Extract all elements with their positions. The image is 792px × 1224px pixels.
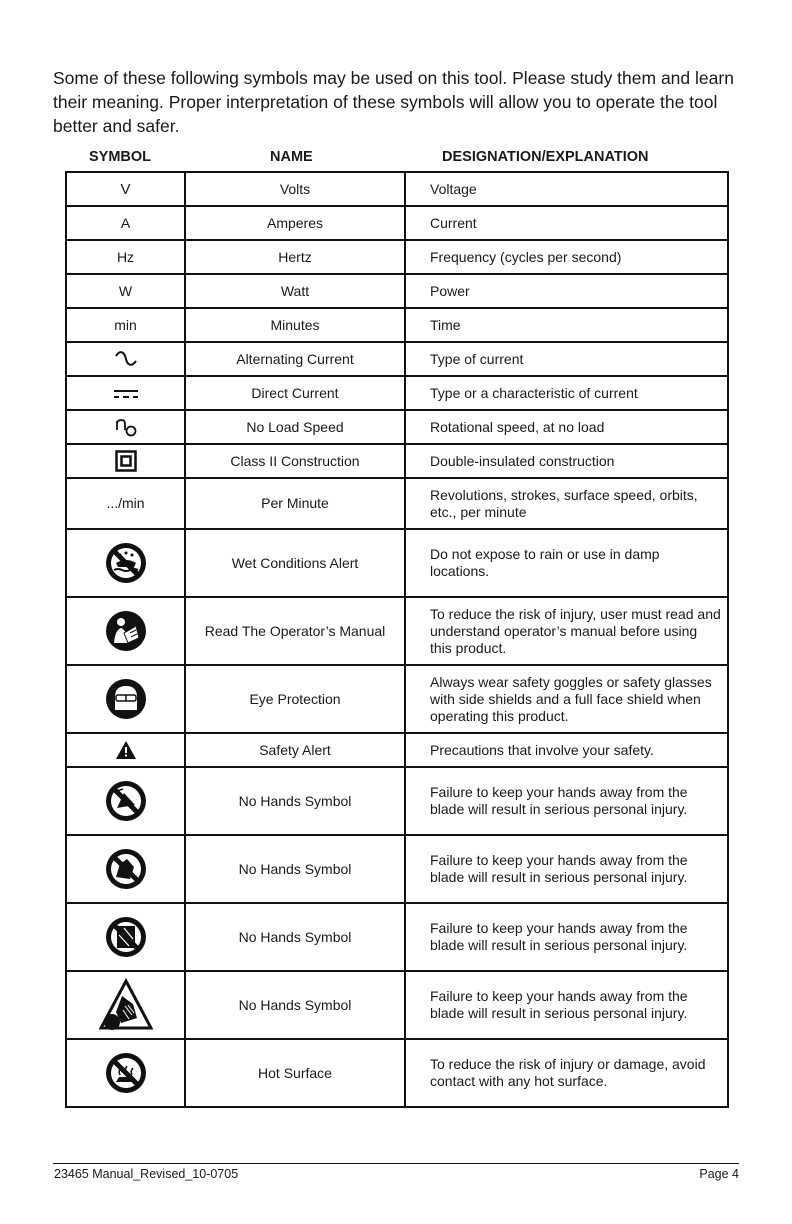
symbol-cell <box>66 835 185 903</box>
designation-cell: Type of current <box>405 342 728 376</box>
name-cell: Direct Current <box>185 376 405 410</box>
table-row <box>66 240 728 274</box>
designation-cell: Frequency (cycles per second) <box>405 240 728 274</box>
name-cell: Hot Surface <box>185 1039 405 1107</box>
name-cell: No Load Speed <box>185 410 405 444</box>
symbol-cell <box>66 410 185 444</box>
table-row <box>66 903 728 971</box>
designation-cell: Failure to keep your hands away from the blade will result in serious personal injury. <box>405 835 728 903</box>
name-cell: No Hands Symbol <box>185 767 405 835</box>
name-cell: No Hands Symbol <box>185 903 405 971</box>
name-cell: Minutes <box>185 308 405 342</box>
header-designation: DESIGNATION/EXPLANATION <box>442 149 649 165</box>
symbol-cell <box>66 597 185 665</box>
designation-cell: Failure to keep your hands away from the blade will result in serious personal injury. <box>405 903 728 971</box>
designation-cell: Failure to keep your hands away from the blade will result in serious personal injury. <box>405 767 728 835</box>
symbol-cell <box>66 444 185 478</box>
name-cell: Hertz <box>185 240 405 274</box>
no-load-speed-icon <box>114 415 138 439</box>
table-row <box>66 835 728 903</box>
name-cell: Eye Protection <box>185 665 405 733</box>
table-row <box>66 733 728 767</box>
designation-cell: To reduce the risk of injury or damage, avoid contact with any hot surface. <box>405 1039 728 1107</box>
designation-cell: Power <box>405 274 728 308</box>
table-row <box>66 444 728 478</box>
read-manual-icon <box>104 609 148 653</box>
safety-alert-icon <box>115 740 137 760</box>
table-row <box>66 342 728 376</box>
name-cell: Volts <box>185 172 405 206</box>
name-cell: Per Minute <box>185 478 405 529</box>
table-row <box>66 410 728 444</box>
direct-current-icon <box>113 388 139 400</box>
symbol-cell: A <box>66 206 185 240</box>
designation-cell: Voltage <box>405 172 728 206</box>
symbol-cell <box>66 903 185 971</box>
footer-divider <box>53 1163 739 1164</box>
symbol-cell <box>66 529 185 597</box>
designation-cell: Time <box>405 308 728 342</box>
name-cell: Wet Conditions Alert <box>185 529 405 597</box>
name-cell: Watt <box>185 274 405 308</box>
designation-cell: Revolutions, strokes, surface speed, orbits, etc., per minute <box>405 478 728 529</box>
footer-page-number: Page 4 <box>699 1167 739 1181</box>
table-row <box>66 597 728 665</box>
hot-surface-icon <box>104 1051 148 1095</box>
eye-protection-icon <box>104 677 148 721</box>
name-cell: No Hands Symbol <box>185 971 405 1039</box>
alternating-current-icon <box>113 350 139 368</box>
symbol-cell <box>66 376 185 410</box>
symbol-cell <box>66 733 185 767</box>
header-name: NAME <box>270 149 313 165</box>
designation-cell: Always wear safety goggles or safety glasses with side shields and a full face shield when operating this product. <box>405 665 728 733</box>
symbol-cell: .../min <box>66 478 185 529</box>
footer-document-id: 23465 Manual_Revised_10-0705 <box>54 1167 239 1181</box>
designation-cell: Rotational speed, at no load <box>405 410 728 444</box>
symbol-cell: V <box>66 172 185 206</box>
table-row <box>66 971 728 1039</box>
name-cell: Alternating Current <box>185 342 405 376</box>
name-cell: Class II Construction <box>185 444 405 478</box>
name-cell: Amperes <box>185 206 405 240</box>
symbol-cell: Hz <box>66 240 185 274</box>
no-hands-icon <box>104 915 148 959</box>
table-row <box>66 376 728 410</box>
designation-cell: Current <box>405 206 728 240</box>
table-row <box>66 529 728 597</box>
table-row <box>66 274 728 308</box>
class-ii-construction-icon <box>115 450 137 472</box>
symbol-cell <box>66 767 185 835</box>
table-row <box>66 172 728 206</box>
table-row <box>66 665 728 733</box>
table-row <box>66 206 728 240</box>
symbol-cell <box>66 1039 185 1107</box>
designation-cell: Type or a characteristic of current <box>405 376 728 410</box>
name-cell: No Hands Symbol <box>185 835 405 903</box>
name-cell: Read The Operator’s Manual <box>185 597 405 665</box>
table-row <box>66 478 728 529</box>
table-row <box>66 1039 728 1107</box>
wet-conditions-icon <box>104 541 148 585</box>
table-row <box>66 308 728 342</box>
table-row <box>66 767 728 835</box>
symbols-table <box>65 171 729 1108</box>
designation-cell: Precautions that involve your safety. <box>405 733 728 767</box>
symbol-cell: min <box>66 308 185 342</box>
designation-cell: Double-insulated construction <box>405 444 728 478</box>
no-hands-icon <box>104 847 148 891</box>
header-symbol: SYMBOL <box>89 149 152 165</box>
designation-cell: Failure to keep your hands away from the blade will result in serious personal injury. <box>405 971 728 1039</box>
designation-cell: To reduce the risk of injury, user must read and understand operator’s manual before using this product. <box>405 597 728 665</box>
intro-paragraph: Some of these following symbols may be used on this tool. Please study them and learn their meaning. Proper interpretation of these symbols will allow you to operate the tool better and safer. <box>53 68 734 136</box>
symbol-cell <box>66 342 185 376</box>
no-hands-icon <box>104 779 148 823</box>
designation-cell: Do not expose to rain or use in damp locations. <box>405 529 728 597</box>
name-cell: Safety Alert <box>185 733 405 767</box>
symbol-cell: W <box>66 274 185 308</box>
symbol-cell <box>66 971 185 1039</box>
hand-warning-icon <box>99 978 153 1032</box>
symbol-cell <box>66 665 185 733</box>
